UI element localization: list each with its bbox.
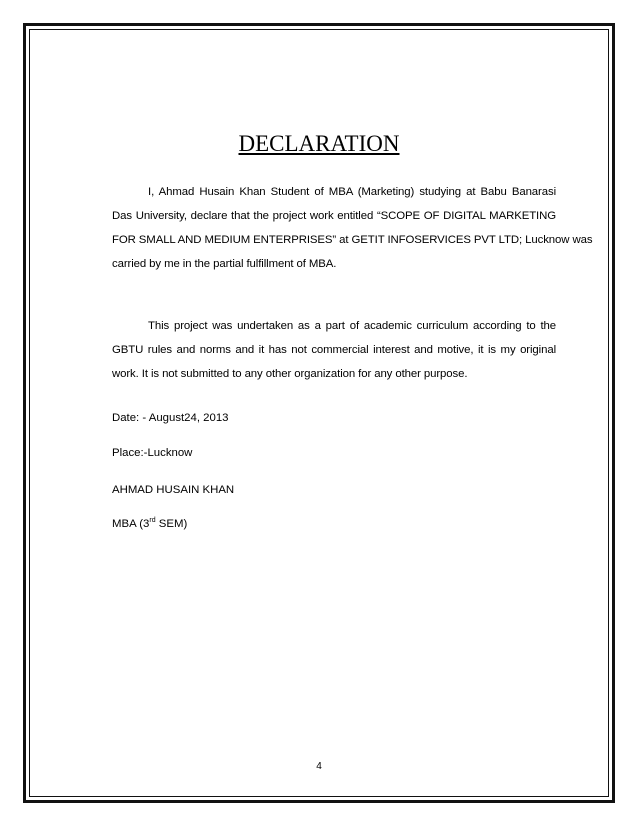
paragraph-line: work. It is not submitted to any other organization for any other purpose. [112, 368, 468, 380]
paragraph-line: I, Ahmad Husain Khan Student of MBA (Marketing) studying at Babu Banarasi [148, 186, 556, 198]
date-line: Date: - August24, 2013 [112, 412, 229, 424]
document-title: DECLARATION [238, 131, 400, 156]
course-superscript: rd [149, 517, 156, 525]
paragraph-line: This project was undertaken as a part of academic curriculum according to the [148, 320, 556, 332]
purpose-paragraph [112, 314, 556, 386]
page-number: 4 [316, 761, 322, 772]
paragraph-line: Das University, declare that the project work entitled “SCOPE OF DIGITAL MARKETING [112, 210, 556, 222]
author-name: AHMAD HUSAIN KHAN [112, 484, 235, 496]
paragraph-line: carried by me in the partial fulfillment of MBA. [112, 258, 337, 270]
course-prefix: MBA (3 [112, 518, 150, 530]
paragraph-line: FOR SMALL AND MEDIUM ENTERPRISES” at GETIT INFOSERVICES PVT LTD; Lucknow was [112, 234, 593, 246]
declaration-paragraph [112, 180, 593, 276]
place-line: Place:-Lucknow [112, 447, 193, 459]
paragraph-line: GBTU rules and norms and it has not commercial interest and motive, it is my original [112, 344, 556, 356]
course-line [112, 518, 187, 530]
course-suffix: SEM) [155, 518, 188, 530]
